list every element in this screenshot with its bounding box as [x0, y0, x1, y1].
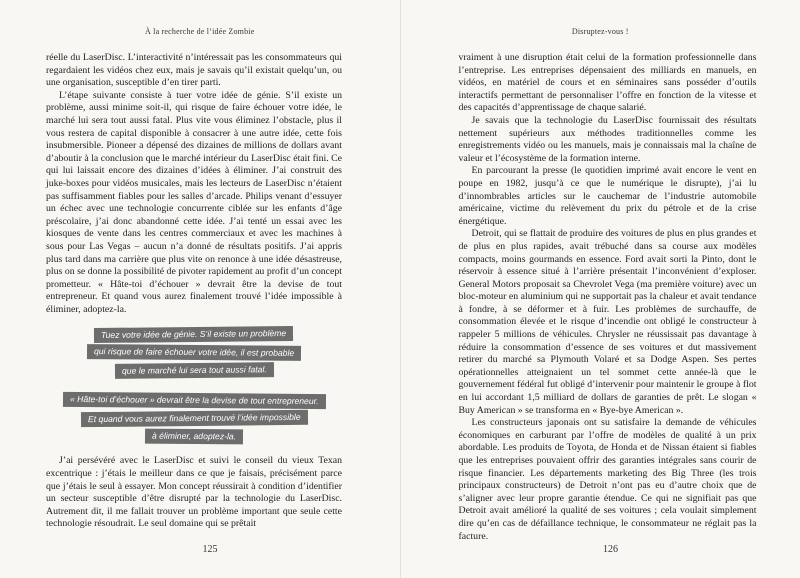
paragraph: Detroit, qui se flattait de produire des voitures de plus en plus grandes et de plus en plus rapides, avait trébuché dans sa course aux modèles compacts, moins gourmands en essence. Ford avait sorti la Pinto, dont le réservoir à essence situé à l’arrière présentait l’inconvénient d’exploser. General Motors proposait sa Chevrolet Vega (ma première voiture) avec un bloc-moteur en aluminium qui ne supportait pas la chaleur et avait tendance à fondre, à se déformer et à fuir. Les problèmes de surchauffe, de consommation élevée et le risque d’incendie ont obligé le constructeur à rappeler 5 millions de véhicules. Chrysler ne réussissait pas davantage à réduire la consommation d’essence de ses voitures et dut massivement retirer du marché sa Plymouth Volaré et sa Dodge Aspen. Ses pertes opérationnelles atteignaient un tel sommet cette année-là que le gouvernement fédéral fut obligé d’intervenir pour maintenir le groupe à flot en lui accordant 1,5 milliard de dollars de garanties de prêt. Le slogan « Buy American » se transforma en « Bye-bye American ».: [458, 228, 757, 416]
pull-quote-line: Tuez votre idée de génie. S’il existe un problème: [94, 326, 293, 343]
page-number-left: 125: [202, 544, 218, 555]
pull-quote-line: à éliminer, adoptez-la.: [145, 429, 243, 445]
paragraph: réelle du LaserDisc. L’interactivité n’intéressait pas les consommateurs qui regardaient les vidéos chez eux, mais je savais qu’il existait quelqu’un, ou une organisation, susceptible d’en tirer parti.: [46, 52, 342, 89]
left-page-body: [46, 52, 342, 531]
paragraph: Les constructeurs japonais ont su satisfaire la demande de véhicules économiques en carburant par l’offre de modèles de qualité à un prix abordable. Les produits de Toyota, de Honda et de Nissan étaient si fiables que les entreprises pouvaient offrir des garanties intégrales sans courir de risque financier. Les départements marketing des Big Three (les trois principaux constructeurs) de Detroit n’ont pas eu d’autre choix que de s’aligner avec leur propre garantie étendue. Ce qui ne signifiait pas que Detroit avait amélioré la qualité de ses voitures ; cela voulait simplement dire qu’en cas de défaillance technique, le consommateur ne réglait pas la facture.: [458, 417, 757, 542]
right-page-body: [459, 52, 757, 543]
pull-quote: [46, 391, 342, 445]
paragraph: J’ai persévéré avec le LaserDisc et suivi le conseil du vieux Texan excentrique : j’étais le meilleur dans ce que je faisais, précisément parce que j’étais le seul à essayer. Mon concept réussirait à condition d’identifier un secteur susceptible d’être disrupté par la technologie du LaserDisc. Autrement dit, il me fallait trouver un problème important que seule cette technologie résoudrait. Le seul domaine qui se prêtait: [46, 455, 342, 530]
paragraph: Je savais que la technologie du LaserDisc fournissait des résultats nettement supérieurs aux méthodes traditionnelles comme les enregistrements vidéo ou les manuels, mais je connaissais mal la chaîne de valeur et l’écosystème de la formation interne.: [458, 114, 757, 164]
pull-quote-line: qui risque de faire échouer votre idée, il est probable: [87, 344, 301, 361]
paragraph: En parcourant la presse (le quotidien imprimé avait encore le vent en poupe en 1982, jusqu’à ce que le numérique le disrupte), j’ai lu d’innombrables articles sur le cauchemar de l’industrie automobile américaine, victime du relèvement du prix du pétrole et de la crise énergétique.: [458, 165, 757, 227]
right-page: [401, 0, 800, 578]
pull-quote-line: Et quand vous aurez finalement trouvé l’idée impossible: [81, 410, 308, 427]
running-header-left: À la recherche de l’idée Zombie: [145, 27, 255, 36]
paragraph: L’étape suivante consiste à tuer votre idée de génie. S’il existe un problème, aussi minime soit-il, qui risque de faire échouer votre idée, le marché lui sera tout aussi fatal. Plus vite vous éliminez l’obstacle, plus il vous restera de capital disponible à consacrer à une autre idée, cette fois insubmersible. Pioneer a dépensé des dizaines de millions de dollars avant d’aboutir à la conclusion que le marché intérieur du LaserDisc était fini. Ce qui lui laissait encore des dizaines d’idées à éliminer. J’ai construit des juke-boxes pour vidéos musicales, mais les lecteurs de LaserDisc n’étaient pas suffisamment fiables pour les salles d’arcade. Philips venant d’essuyer un échec avec une technologie concurrente ciblée sur les enfants d’âge préscolaire, j’ai donc abandonné cette idée. J’ai tenté un essai avec les kiosques de vente dans les centres commerciaux et avec les machines à sous pour Las Vegas – aucun n’a donné de résultats positifs. J’ai appris plus tard dans ma carrière que plus vite on renonce à une idée désastreuse, plus on se donne la possibilité de pivoter rapidement au profit d’un concept prometteur. « Hâte-toi d’échouer » devrait être la devise de tout entrepreneur. Et quand vous aurez finalement trouvé l’idée impossible à éliminer, adoptez-la.: [46, 89, 342, 315]
running-header-right: Disruptez-vous !: [571, 27, 629, 36]
page-number-right: 126: [603, 544, 618, 555]
pull-quote-line: « Hâte-toi d’échouer » devrait être la devise de tout entrepreneur.: [63, 392, 326, 409]
pull-quote: [46, 325, 342, 379]
pull-quote-line: que le marché lui sera tout aussi fatal.: [115, 362, 274, 379]
paragraph: vraiment à une disruption était celui de la formation professionnelle dans l’entreprise. Les entreprises dépensaient des milliards en manuels, en vidéos, en matériel de cours et en séminaires sans posséder d’outils interactifs permettant de personnaliser l’offre en fonction de la vitesse et des capacités d’apprentissage de chaque salarié.: [458, 52, 757, 114]
